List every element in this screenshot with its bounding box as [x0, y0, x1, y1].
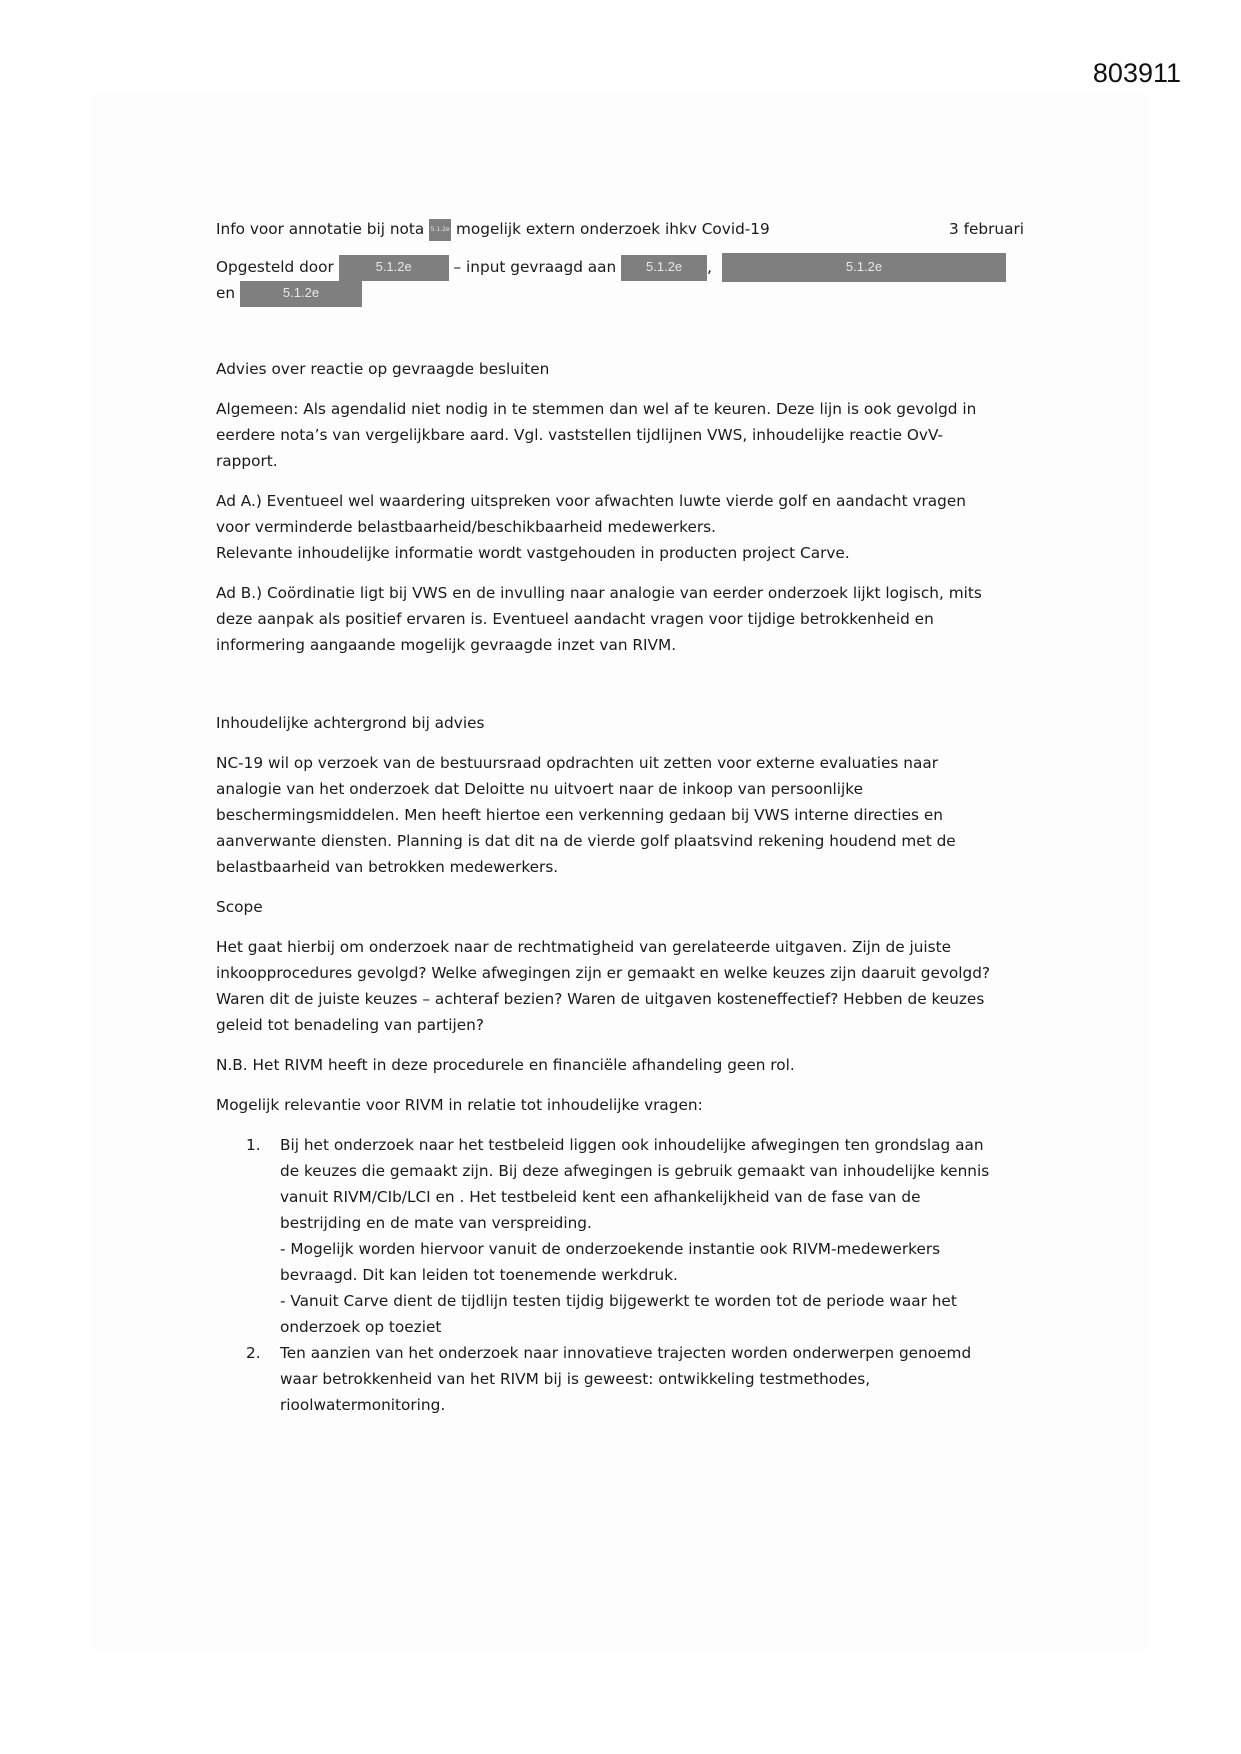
redaction-block: 5.1.2e [240, 281, 362, 307]
redaction-block: 5.1.2e [722, 253, 1006, 282]
paragraph-nb: N.B. Het RIVM heeft in deze procedurele en financiële afhandeling geen rol. [216, 1056, 795, 1074]
redaction-block: 5.1.2e [339, 255, 449, 281]
header-date: 3 februari [949, 220, 1024, 238]
paragraph-ad-b: Ad B.) Coördinatie ligt bij VWS en de invulling naar analogie van eerder onderzoek lijkt logisch, mits deze aanpak als positief ervaren is. Eventueel aandacht vragen voor tijdige betrokkenheid en informering aangaande mogelijk gevraagde inzet van RIVM. [216, 584, 982, 654]
redaction-block: 5.1.2e [621, 255, 707, 281]
comma-separator: , [707, 258, 712, 276]
document-body [216, 216, 1026, 1418]
numbered-list [216, 1132, 1026, 1418]
paragraph-nc19: NC-19 wil op verzoek van de bestuursraad opdrachten uit zetten voor externe evaluaties naar analogie van het onderzoek dat Deloitte nu uitvoert naar de inkoop van persoonlijke beschermingsmiddelen. Men heeft hiertoe een verkenning gedaan bij VWS interne directies en aanverwante diensten. Planning is dat dit na de vierde golf plaatsvind rekening houdend met de belastbaarheid van betrokken medewerkers. [216, 754, 956, 876]
header-title-start: Info voor annotatie bij nota [216, 220, 425, 238]
section-title-achtergrond: Inhoudelijke achtergrond bij advies [216, 714, 485, 732]
header-line-1 [216, 216, 1026, 242]
header-line-2 [216, 254, 1026, 280]
section-title-scope: Scope [216, 898, 263, 916]
section-title-advies: Advies over reactie op gevraagde besluiten [216, 360, 550, 378]
list-item: 2. Ten aanzien van het onderzoek naar innovatieve trajecten worden onderwerpen genoemd waar betrokkenheid van het RIVM bij is geweest: ontwikkeling testmethodes, rioolwatermonitoring. [216, 1340, 1026, 1418]
redaction-block: 5.1.2e [429, 219, 451, 241]
paragraph-scope: Het gaat hierbij om onderzoek naar de rechtmatigheid van gerelateerde uitgaven. Zijn de juiste inkoopprocedures gevolgd? Welke afwegingen zijn er gemaakt en welke keuzes zijn daaruit gevolgd? Waren dit de juiste keuzes – achteraf bezien? Waren de uitgaven kosteneffectief? Hebben de keuzes geleid tot benadeling van partijen? [216, 938, 991, 1034]
document-id: 803911 [1092, 58, 1181, 88]
header-line-3 [216, 280, 1026, 306]
and-label: en [216, 284, 236, 302]
drafted-by-label: Opgesteld door [216, 258, 334, 276]
list-item-number: 1. [246, 1136, 261, 1154]
header-title-end: mogelijk extern onderzoek ihkv Covid-19 [456, 220, 770, 238]
list-item: 1. Bij het onderzoek naar het testbeleid liggen ook inhoudelijke afwegingen ten grondslag aan de keuzes die gemaakt zijn. Bij deze afwegingen is gebruik gemaakt van inhoudelijke kennis vanuit RIVM/CIb/LCI en . Het testbeleid kent een afhankelijkheid van de fase van de bestrijding en de mate van verspreiding. - Mogelijk worden hiervoor vanuit de onderzoekende instantie ook RIVM-medewerkers bevraagd. Dit kan leiden tot toenemende werkdruk. - Vanuit Carve dient de tijdlijn testen tijdig bijgewerkt te worden tot de periode waar het onderzoek op toeziet [216, 1132, 1026, 1340]
paragraph-ad-a: Ad A.) Eventueel wel waardering uitspreken voor afwachten luwte vierde golf en aandacht vragen voor verminderde belastbaarheid/beschikbaarheid medewerkers. Relevante inhoudelijke informatie wordt vastgehouden in producten project Carve. [216, 492, 966, 562]
paragraph-algemeen: Algemeen: Als agendalid niet nodig in te stemmen dan wel af te keuren. Deze lijn is ook gevolgd in eerdere nota’s van vergelijkbare aard. Vgl. vaststellen tijdlijnen VWS, inhoudelijke reactie OvV- rapport. [216, 400, 977, 470]
list-item-number: 2. [246, 1344, 261, 1362]
paragraph-relevantie: Mogelijk relevantie voor RIVM in relatie tot inhoudelijke vragen: [216, 1096, 703, 1114]
input-requested-label: – input gevraagd aan [453, 258, 617, 276]
